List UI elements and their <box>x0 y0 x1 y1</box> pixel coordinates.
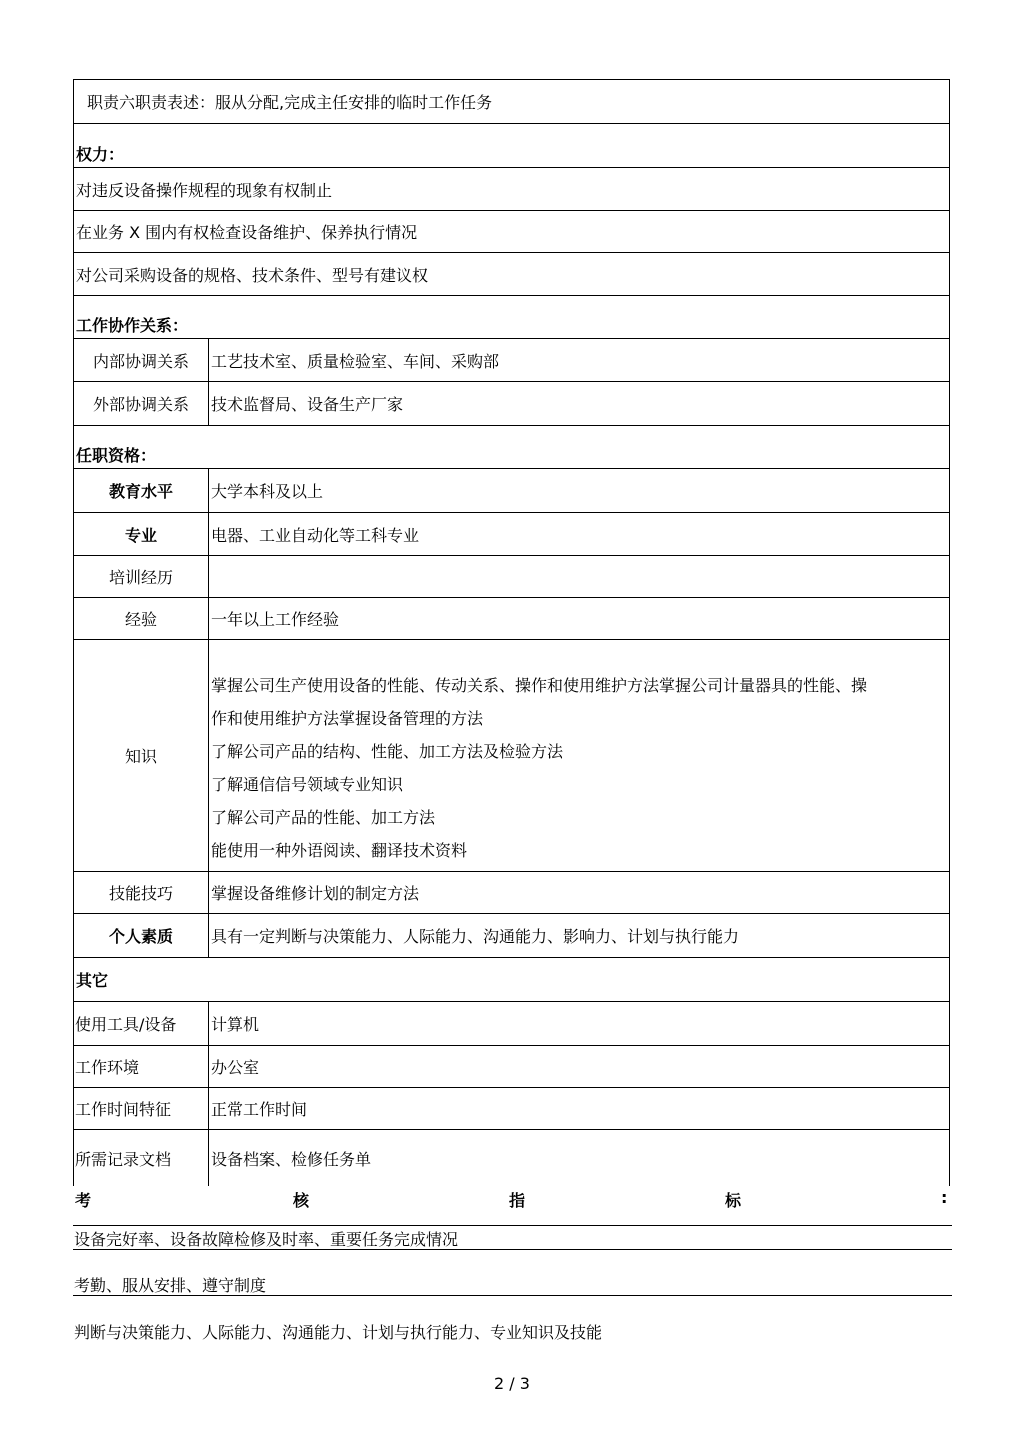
cooperation-heading-row <box>73 296 950 339</box>
assessment-heading-char: 核 <box>293 1191 310 1210</box>
other-heading: 其它 <box>76 971 109 990</box>
major-value: 电器、工业自动化等工科专业 <box>211 525 420 545</box>
other-value: 正常工作时间 <box>211 1100 308 1119</box>
training-row <box>73 556 950 598</box>
personal-value: 具有一定判断与决策能力、人际能力、沟通能力、影响力、计划与执行能力 <box>211 927 740 946</box>
other-value: 设备档案、检修任务单 <box>211 1149 372 1169</box>
authority-item <box>73 211 950 253</box>
knowledge-line: 能使用一种外语阅读、翻译技术资料 <box>211 841 468 860</box>
knowledge-line: 了解通信信号领域专业知识 <box>211 775 404 794</box>
authority-item <box>73 253 950 296</box>
assessment-heading-char: 考 <box>75 1191 92 1210</box>
knowledge-line: 掌握公司生产使用设备的性能、传动关系、操作和使用维护方法掌握公司计量器具的性能、操 <box>211 676 868 695</box>
duty6-row <box>73 79 950 124</box>
experience-label: 经验 <box>74 598 209 639</box>
cooperation-heading: 工作协作关系： <box>76 316 189 335</box>
other-row <box>73 1130 950 1186</box>
qualification-heading: 任职资格： <box>76 446 157 465</box>
education-value: 大学本科及以上 <box>211 482 324 501</box>
assessment-item-text: 判断与决策能力、人际能力、沟通能力、计划与执行能力、专业知识及技能 <box>74 1323 603 1342</box>
authority-item-text: 对公司采购设备的规格、技术条件、型号有建议权 <box>76 265 429 285</box>
page-number: 2 / 3 <box>494 1374 530 1393</box>
other-label: 所需记录文档 <box>74 1130 209 1186</box>
personal-label: 个人素质 <box>74 914 209 957</box>
skills-label: 技能技巧 <box>74 872 209 913</box>
other-value: 计算机 <box>211 1015 260 1034</box>
authority-item-text: 在业务 X 围内有权检查设备维护、保养执行情况 <box>76 223 418 242</box>
assessment-item <box>73 1250 952 1296</box>
cooperation-value: 技术监督局、设备生产厂家 <box>211 395 404 414</box>
knowledge-line: 作和使用维护方法掌握设备管理的方法 <box>211 709 484 728</box>
experience-row <box>73 598 950 640</box>
assessment-item <box>73 1226 952 1250</box>
knowledge-line: 了解公司产品的结构、性能、加工方法及检验方法 <box>211 742 564 761</box>
cooperation-row <box>73 339 950 382</box>
other-row <box>73 1046 950 1088</box>
other-label: 使用工具/设备 <box>74 1002 209 1045</box>
other-label: 工作环境 <box>74 1046 209 1087</box>
assessment-heading <box>73 1186 952 1226</box>
other-heading-row <box>73 958 950 1002</box>
knowledge-line: 了解公司产品的性能、加工方法 <box>211 808 436 827</box>
cooperation-value: 工艺技术室、质量检验室、车间、采购部 <box>211 351 500 371</box>
assessment-item-text: 考勤、服从安排、遵守制度 <box>74 1276 267 1295</box>
qualification-heading-row <box>73 426 950 469</box>
authority-heading-row <box>73 124 950 168</box>
knowledge-list <box>209 640 949 871</box>
assessment-heading-char: 标 <box>725 1191 742 1210</box>
assessment-heading-char: 指 <box>509 1191 526 1210</box>
authority-item <box>73 168 950 211</box>
experience-value: 一年以上工作经验 <box>211 610 340 629</box>
assessment-item-text: 设备完好率、设备故障检修及时率、重要任务完成情况 <box>74 1230 459 1249</box>
personal-row <box>73 914 950 958</box>
education-label: 教育水平 <box>74 469 209 512</box>
education-row <box>73 469 950 513</box>
cooperation-row <box>73 382 950 426</box>
other-row <box>73 1088 950 1130</box>
authority-item-text: 对违反设备操作规程的现象有权制止 <box>76 180 333 200</box>
cooperation-label: 外部协调关系 <box>74 382 209 425</box>
major-label: 专业 <box>74 513 209 555</box>
assessment-heading-char: : <box>941 1188 948 1207</box>
skills-row <box>73 872 950 914</box>
other-value: 办公室 <box>211 1058 260 1077</box>
major-row <box>73 513 950 556</box>
cooperation-label: 内部协调关系 <box>74 339 209 381</box>
other-row <box>73 1002 950 1046</box>
training-value <box>209 556 949 597</box>
authority-heading: 权力： <box>76 145 125 164</box>
training-label: 培训经历 <box>74 556 209 597</box>
knowledge-row <box>73 640 950 872</box>
knowledge-label: 知识 <box>74 640 209 871</box>
other-label: 工作时间特征 <box>74 1088 209 1129</box>
duty6-text: 职责六职责表述：服从分配,完成主任安排的临时工作任务 <box>87 93 493 112</box>
skills-value: 掌握设备维修计划的制定方法 <box>211 884 420 903</box>
